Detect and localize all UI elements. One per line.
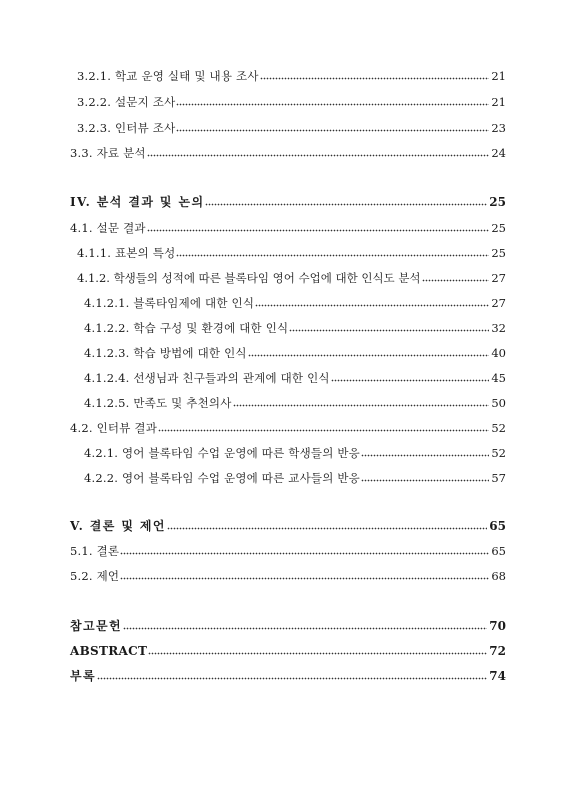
dot-leader bbox=[331, 368, 490, 388]
toc-entry-label: 부록 bbox=[70, 669, 96, 683]
dot-leader bbox=[158, 418, 489, 438]
toc-entry-4-1-2-3[interactable] bbox=[0, 343, 578, 363]
dot-leader bbox=[120, 566, 489, 586]
dot-leader bbox=[123, 616, 487, 636]
toc-entry-3-2-3[interactable] bbox=[0, 118, 578, 138]
toc-appendix[interactable] bbox=[0, 666, 578, 686]
toc-entry-label: 4.2. 인터뷰 결과 bbox=[70, 421, 157, 435]
toc-entry-3-2-1[interactable] bbox=[0, 66, 578, 86]
toc-entry-4-2-2[interactable] bbox=[0, 468, 578, 488]
toc-entry-label: 4.2.1. 영어 블록타임 수업 운영에 따른 학생들의 반응 bbox=[84, 446, 360, 460]
toc-entry-label: IV. 분석 결과 및 논의 bbox=[70, 195, 205, 209]
toc-entry-page: 52 bbox=[491, 446, 506, 460]
toc-entry-label: 4.1.2.2. 학습 구성 및 환경에 대한 인식 bbox=[84, 321, 289, 335]
toc-entry-4-2[interactable] bbox=[0, 418, 578, 438]
dot-leader bbox=[422, 268, 490, 288]
dot-leader bbox=[255, 293, 489, 313]
toc-entry-page: 21 bbox=[491, 95, 506, 109]
toc-entry-4-1-2-5[interactable] bbox=[0, 393, 578, 413]
toc-entry-page: 52 bbox=[491, 421, 506, 435]
toc-entry-label: ABSTRACT bbox=[70, 644, 148, 658]
toc-entry-5-1[interactable] bbox=[0, 541, 578, 561]
toc-entry-4-1-2-2[interactable] bbox=[0, 318, 578, 338]
toc-entry-page: 65 bbox=[491, 544, 506, 558]
dot-leader bbox=[147, 218, 490, 238]
toc-entry-4-1-1[interactable] bbox=[0, 243, 578, 263]
toc-entry-label: 4.1.2.1. 블록타임제에 대한 인식 bbox=[84, 296, 255, 310]
toc-entry-page: 21 bbox=[491, 69, 506, 83]
toc-entry-label: V. 결론 및 제언 bbox=[70, 519, 166, 533]
dot-leader bbox=[120, 541, 489, 561]
toc-entry-label: 4.1.2.4. 선생님과 친구들과의 관계에 대한 인식 bbox=[84, 371, 330, 385]
toc-chapter-iv[interactable] bbox=[0, 192, 578, 212]
dot-leader bbox=[148, 641, 487, 661]
toc-entry-label: 참고문헌 bbox=[70, 619, 122, 633]
dot-leader bbox=[167, 516, 487, 536]
toc-entry-4-1[interactable] bbox=[0, 218, 578, 238]
toc-entry-4-1-2-1[interactable] bbox=[0, 293, 578, 313]
toc-entry-label: 5.1. 결론 bbox=[70, 544, 120, 558]
toc-entry-page: 72 bbox=[489, 644, 506, 658]
toc-entry-label: 5.2. 제언 bbox=[70, 569, 120, 583]
toc-entry-label: 3.2.1. 학교 운영 실태 및 내용 조사 bbox=[77, 69, 259, 83]
toc-entry-page: 65 bbox=[489, 519, 506, 533]
toc-entry-page: 23 bbox=[491, 121, 506, 135]
dot-leader bbox=[248, 343, 490, 363]
toc-references[interactable] bbox=[0, 616, 578, 636]
toc-entry-page: 68 bbox=[491, 569, 506, 583]
toc-abstract[interactable] bbox=[0, 641, 578, 661]
toc-entry-page: 25 bbox=[491, 221, 506, 235]
dot-leader bbox=[97, 666, 487, 686]
dot-leader bbox=[260, 66, 490, 86]
dot-leader bbox=[176, 92, 489, 112]
dot-leader bbox=[147, 143, 490, 163]
dot-leader bbox=[205, 192, 487, 212]
dot-leader bbox=[361, 443, 489, 463]
toc-entry-label: 4.1.1. 표본의 특성 bbox=[77, 246, 176, 260]
dot-leader bbox=[176, 243, 489, 263]
toc-entry-page: 25 bbox=[491, 246, 506, 260]
toc-entry-label: 4.1.2.3. 학습 방법에 대한 인식 bbox=[84, 346, 247, 360]
toc-entry-page: 40 bbox=[491, 346, 506, 360]
toc-entry-3-2-2[interactable] bbox=[0, 92, 578, 112]
toc-entry-page: 24 bbox=[491, 146, 506, 160]
dot-leader bbox=[361, 468, 489, 488]
toc-chapter-v[interactable] bbox=[0, 516, 578, 536]
toc-entry-page: 50 bbox=[491, 396, 506, 410]
toc-entry-4-1-2[interactable] bbox=[0, 268, 578, 288]
dot-leader bbox=[233, 393, 490, 413]
toc-entry-page: 27 bbox=[491, 296, 506, 310]
dot-leader bbox=[176, 118, 489, 138]
dot-leader bbox=[289, 318, 489, 338]
toc-entry-page: 25 bbox=[489, 195, 506, 209]
toc-entry-label: 4.1.2.5. 만족도 및 추천의사 bbox=[84, 396, 232, 410]
toc-entry-page: 70 bbox=[489, 619, 506, 633]
toc-entry-label: 4.2.2. 영어 블록타임 수업 운영에 따른 교사들의 반응 bbox=[84, 471, 360, 485]
toc-entry-4-1-2-4[interactable] bbox=[0, 368, 578, 388]
toc-entry-page: 45 bbox=[491, 371, 506, 385]
toc-entry-label: 3.2.3. 인터뷰 조사 bbox=[77, 121, 176, 135]
toc-entry-page: 74 bbox=[489, 669, 506, 683]
toc-entry-5-2[interactable] bbox=[0, 566, 578, 586]
toc-entry-4-2-1[interactable] bbox=[0, 443, 578, 463]
toc-entry-page: 32 bbox=[491, 321, 506, 335]
toc-entry-3-3[interactable] bbox=[0, 143, 578, 163]
toc-entry-label: 3.3. 자료 분석 bbox=[70, 146, 146, 160]
toc-entry-label: 4.1.2. 학생들의 성적에 따른 블록타임 영어 수업에 대한 인식도 분석 bbox=[77, 271, 421, 285]
toc-entry-label: 4.1. 설문 결과 bbox=[70, 221, 146, 235]
toc-entry-page: 27 bbox=[491, 271, 506, 285]
toc-entry-label: 3.2.2. 설문지 조사 bbox=[77, 95, 176, 109]
toc-entry-page: 57 bbox=[491, 471, 506, 485]
